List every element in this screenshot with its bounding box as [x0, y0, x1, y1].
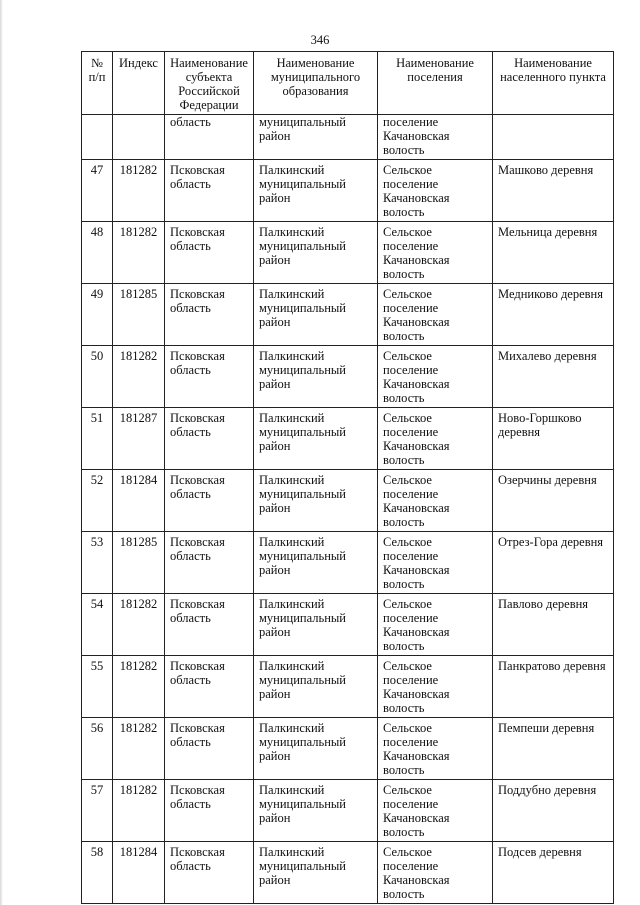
cell-subject: Псковская область — [165, 470, 254, 532]
header-num: № п/п — [82, 52, 113, 115]
cell-locality: Медниково деревня — [493, 284, 614, 346]
cell-settlement: Сельское поселение Качановская волость — [378, 780, 493, 842]
cell-municipality: Палкинский муниципальный район — [254, 842, 378, 904]
cell-municipality: Палкинский муниципальный район — [254, 284, 378, 346]
cell-locality: Подсев деревня — [493, 842, 614, 904]
cell-locality: Пемпеши деревня — [493, 718, 614, 780]
cell-settlement: Сельское поселение Качановская волость — [378, 594, 493, 656]
cell-locality: Отрез-Гора деревня — [493, 532, 614, 594]
cell-num: 56 — [82, 718, 113, 780]
header-subject: Наименование субъекта Российской Федерации — [165, 52, 254, 115]
continuation-row — [82, 115, 614, 160]
cell-municipality: Палкинский муниципальный район — [254, 594, 378, 656]
cell-settlement: Сельское поселение Качановская волость — [378, 842, 493, 904]
cell-num: 55 — [82, 656, 113, 718]
cell-settlement: Сельское поселение Качановская волость — [378, 532, 493, 594]
cell-locality — [493, 115, 614, 160]
table-row — [82, 532, 614, 594]
table-row — [82, 408, 614, 470]
cell-municipality: Палкинский муниципальный район — [254, 780, 378, 842]
cell-municipality: Палкинский муниципальный район — [254, 718, 378, 780]
cell-subject: Псковская область — [165, 780, 254, 842]
cell-index: 181282 — [113, 346, 165, 408]
header-settlement: Наименование поселения — [378, 52, 493, 115]
cell-subject: область — [165, 115, 254, 160]
cell-index: 181282 — [113, 656, 165, 718]
cell-municipality: Палкинский муниципальный район — [254, 408, 378, 470]
cell-index: 181282 — [113, 222, 165, 284]
cell-subject: Псковская область — [165, 594, 254, 656]
cell-settlement: Сельское поселение Качановская волость — [378, 346, 493, 408]
cell-index: 181282 — [113, 160, 165, 222]
cell-locality: Мельница деревня — [493, 222, 614, 284]
cell-subject: Псковская область — [165, 222, 254, 284]
page-number: 346 — [310, 33, 330, 47]
cell-num: 58 — [82, 842, 113, 904]
table-row — [82, 284, 614, 346]
cell-locality: Озерчины деревня — [493, 470, 614, 532]
cell-locality: Поддубно деревня — [493, 780, 614, 842]
cell-num: 48 — [82, 222, 113, 284]
cell-settlement: Сельское поселение Качановская волость — [378, 408, 493, 470]
table-row — [82, 842, 614, 904]
cell-locality: Машково деревня — [493, 160, 614, 222]
cell-locality: Михалево деревня — [493, 346, 614, 408]
table-row — [82, 656, 614, 718]
table-row — [82, 780, 614, 842]
cell-settlement: Сельское поселение Качановская волость — [378, 656, 493, 718]
table-row — [82, 594, 614, 656]
localities-table — [81, 51, 614, 904]
cell-index: 181285 — [113, 532, 165, 594]
cell-settlement: поселение Качановская волость — [378, 115, 493, 160]
cell-settlement: Сельское поселение Качановская волость — [378, 718, 493, 780]
cell-index: 181284 — [113, 842, 165, 904]
cell-locality: Панкратово деревня — [493, 656, 614, 718]
cell-subject: Псковская область — [165, 284, 254, 346]
header-index: Индекс — [113, 52, 165, 115]
cell-num: 53 — [82, 532, 113, 594]
cell-subject: Псковская область — [165, 532, 254, 594]
cell-num: 54 — [82, 594, 113, 656]
cell-municipality: Палкинский муниципальный район — [254, 160, 378, 222]
cell-index — [113, 115, 165, 160]
cell-num: 57 — [82, 780, 113, 842]
cell-num: 49 — [82, 284, 113, 346]
cell-municipality: муниципальный район — [254, 115, 378, 160]
cell-municipality: Палкинский муниципальный район — [254, 532, 378, 594]
cell-num: 50 — [82, 346, 113, 408]
table-row — [82, 718, 614, 780]
cell-index: 181287 — [113, 408, 165, 470]
header-municipality: Наименование муниципального образования — [254, 52, 378, 115]
cell-settlement: Сельское поселение Качановская волость — [378, 222, 493, 284]
cell-subject: Псковская область — [165, 408, 254, 470]
cell-index: 181282 — [113, 594, 165, 656]
cell-locality: Павлово деревня — [493, 594, 614, 656]
cell-index: 181284 — [113, 470, 165, 532]
cell-index: 181285 — [113, 284, 165, 346]
cell-municipality: Палкинский муниципальный район — [254, 470, 378, 532]
cell-subject: Псковская область — [165, 346, 254, 408]
cell-num: 47 — [82, 160, 113, 222]
table-row — [82, 470, 614, 532]
cell-subject: Псковская область — [165, 718, 254, 780]
cell-municipality: Палкинский муниципальный район — [254, 656, 378, 718]
cell-settlement: Сельское поселение Качановская волость — [378, 160, 493, 222]
cell-municipality: Палкинский муниципальный район — [254, 222, 378, 284]
cell-index: 181282 — [113, 780, 165, 842]
cell-num: 52 — [82, 470, 113, 532]
cell-subject: Псковская область — [165, 656, 254, 718]
header-locality: Наименование населенного пункта — [493, 52, 614, 115]
cell-index: 181282 — [113, 718, 165, 780]
table-row — [82, 160, 614, 222]
cell-settlement: Сельское поселение Качановская волость — [378, 470, 493, 532]
cell-subject: Псковская область — [165, 842, 254, 904]
table-row — [82, 346, 614, 408]
cell-subject: Псковская область — [165, 160, 254, 222]
cell-num — [82, 115, 113, 160]
cell-num: 51 — [82, 408, 113, 470]
table-row — [82, 222, 614, 284]
cell-settlement: Сельское поселение Качановская волость — [378, 284, 493, 346]
cell-locality: Ново-Горшково деревня — [493, 408, 614, 470]
table-header-row — [82, 52, 614, 115]
scan-edge-shadow — [0, 0, 3, 905]
cell-municipality: Палкинский муниципальный район — [254, 346, 378, 408]
